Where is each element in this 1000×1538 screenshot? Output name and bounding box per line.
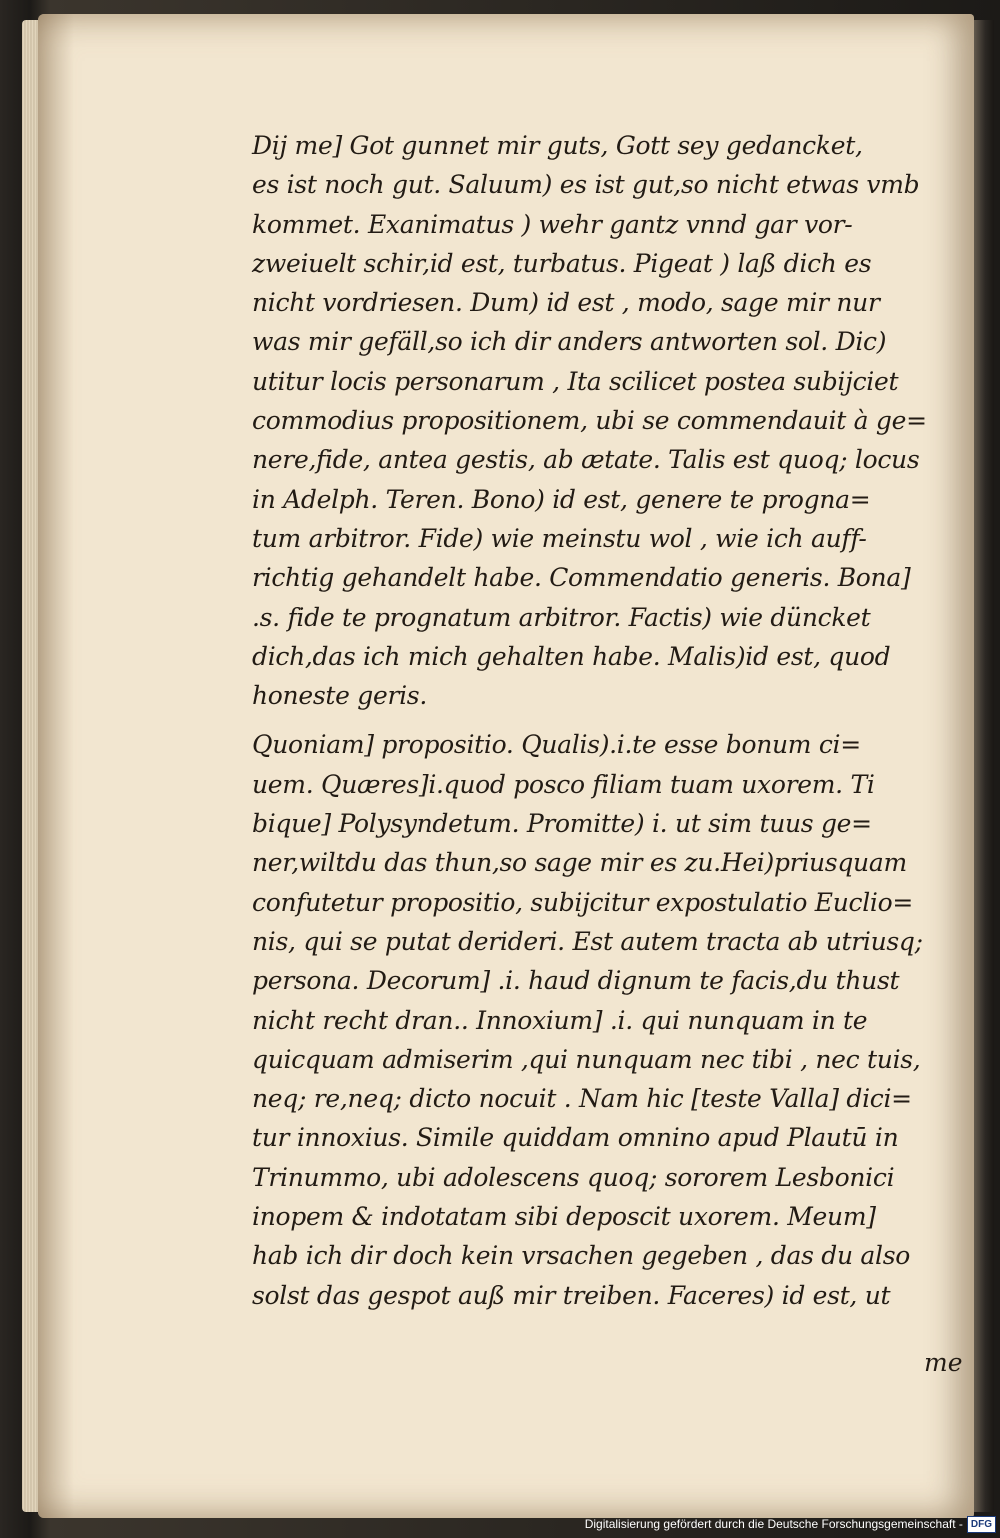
text-line: was mir gefäll,so ich dir anders antworten sol. Dic): [252, 327, 887, 357]
text-line: Dij me] Got gunnet mir guts, Gott sey gedancket,: [252, 131, 863, 160]
text-line: .s. fide te prognatum arbitror. Factis) wie düncket: [252, 602, 871, 632]
text-line: dich,das ich mich gehalten habe. Malis)id est, quod: [252, 641, 891, 671]
catchword: me: [924, 1348, 963, 1377]
text-line: es ist noch gut. Saluum) es ist gut,so nicht etwas vmb: [252, 170, 920, 200]
dfg-logo: DFG: [967, 1516, 996, 1533]
text-line: nicht recht dran.. Innoxium] .i. qui nunquam in te: [252, 1005, 868, 1035]
text-line: inopem & indotatam sibi deposcit uxorem. Meum]: [252, 1202, 876, 1232]
text-line: tur innoxius. Simile quiddam omnino apud Plautū in: [252, 1123, 899, 1153]
text-line: kommet. Exanimatus ) wehr gantz vnnd gar vor-: [252, 209, 853, 239]
text-line: nere,fide, antea gestis, ab ætate. Talis est quoq; locus: [252, 445, 920, 475]
text-line: nicht vordriesen. Dum) id est , modo, sage mir nur: [252, 288, 880, 318]
paragraph-1: [252, 126, 962, 715]
text-line: commodius propositionem, ubi se commendauit à ge=: [252, 406, 927, 436]
text-line: confutetur propositio, subijcitur expostulatio Euclio=: [252, 887, 913, 917]
page-stack-edge-right: [972, 20, 994, 1512]
text-line: zweiuelt schir,id est, turbatus. Pigeat ) laß dich es: [252, 248, 872, 278]
text-line: hab ich dir doch kein vrsachen gegeben , das du also: [252, 1241, 910, 1271]
text-line: tum arbitror. Fide) wie meinstu wol , wie ich auff-: [252, 523, 867, 553]
text-line: persona. Decorum] .i. haud dignum te facis,du thust: [252, 966, 900, 996]
text-line: quicquam admiserim ,qui nunquam nec tibi , nec tuis,: [252, 1044, 921, 1074]
text-line: nis, qui se putat derideri. Est autem tracta ab utriusq;: [252, 926, 923, 956]
text-block: [252, 126, 962, 1315]
text-line: solst das gespot auß mir treiben. Faceres) id est, ut: [252, 1280, 891, 1310]
text-line: neq; re,neq; dicto nocuit . Nam hic [teste Valla] dici=: [252, 1084, 912, 1114]
paragraph-gap: [252, 715, 962, 725]
text-line: ner,wiltdu das thun,so sage mir es zu.Hei)priusquam: [252, 848, 907, 878]
text-line: uem. Quæres]i.quod posco filiam tuam uxorem. Ti: [252, 769, 875, 799]
digitization-credit: [585, 1513, 996, 1535]
text-line: utitur locis personarum , Ita scilicet postea subijciet: [252, 366, 899, 396]
text-line: richtig gehandelt habe. Commendatio generis. Bona]: [252, 563, 911, 593]
text-line: bique] Polysyndetum. Promitte) i. ut sim tuus ge=: [252, 809, 872, 839]
text-line: honeste geris.: [252, 681, 427, 711]
text-line: Quoniam] propositio. Qualis).i.te esse bonum ci=: [252, 730, 861, 760]
text-line: Trinummo, ubi adolescens quoq; sororem Lesbonici: [252, 1162, 895, 1192]
text-line: in Adelph. Teren. Bono) id est, genere te progna=: [252, 484, 871, 514]
paragraph-2: [252, 725, 962, 1314]
credit-text: Digitalisierung gefördert durch die Deutsche Forschungsgemeinschaft -: [584, 1517, 963, 1531]
